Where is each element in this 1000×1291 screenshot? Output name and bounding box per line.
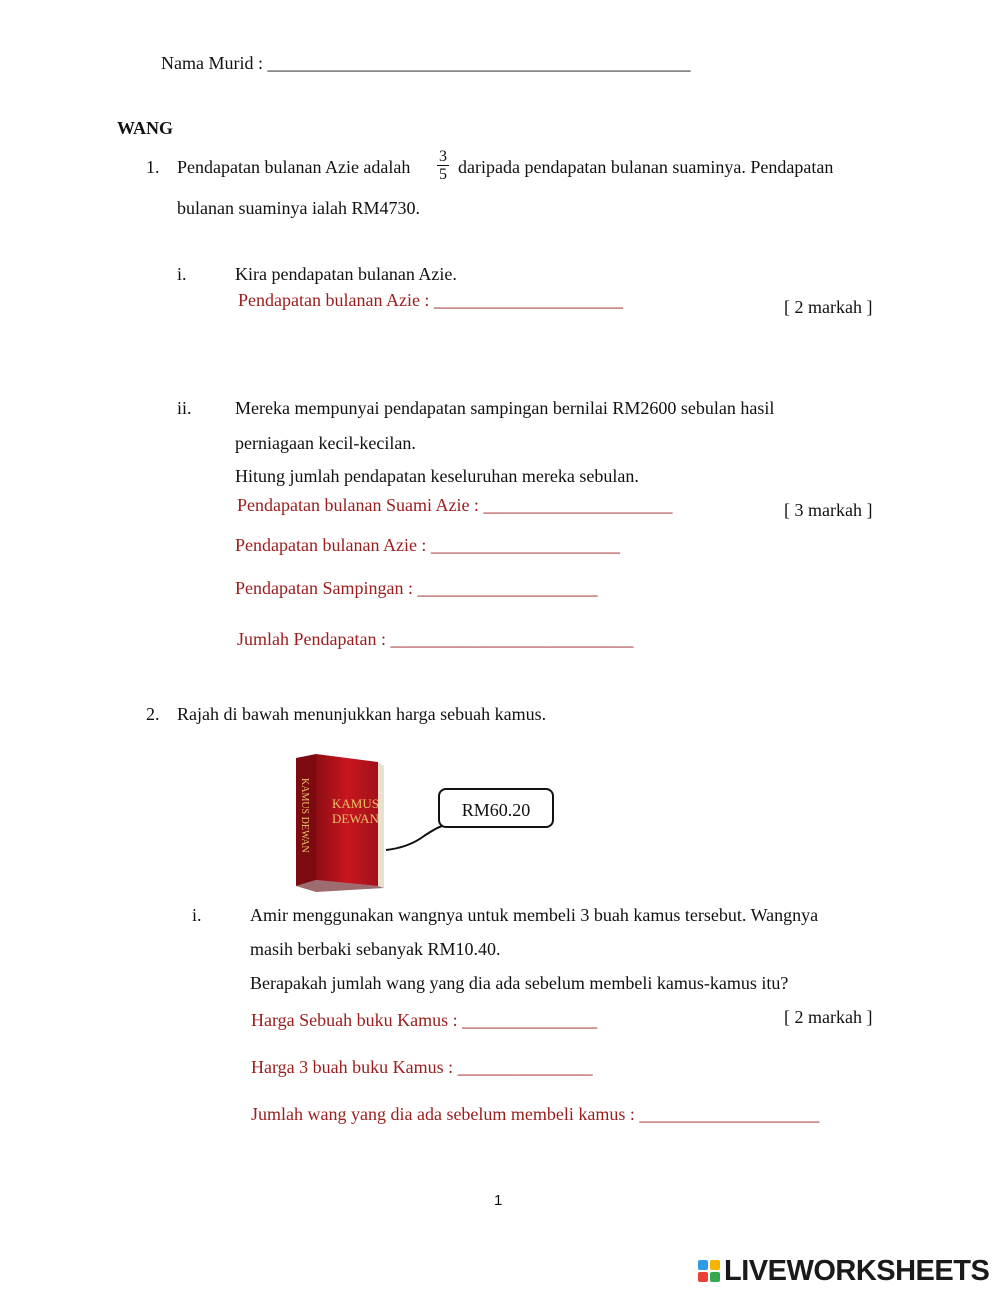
q1-ii-answer-row [235,535,620,556]
brand-text: LIVEWORKSHEETS [724,1254,990,1287]
answer-input[interactable]: _____________________ [430,535,620,555]
answer-label: Jumlah Pendapatan : [237,629,386,649]
answer-label: Pendapatan Sampingan : [235,578,413,598]
q2-i-line1: Amir menggunakan wangnya untuk membeli 3 buah kamus tersebut. Wangnya [250,905,819,925]
answer-label: Pendapatan bulanan Azie : [238,290,430,310]
q2-text: Rajah di bawah menunjukkan harga sebuah kamus. [177,704,547,724]
answer-label: Harga 3 buah buku Kamus : [251,1057,454,1077]
answer-input[interactable]: _____________________ [433,290,623,310]
q2-i-line3: Berapakah jumlah wang yang dia ada sebelum membeli kamus-kamus itu? [250,973,789,993]
answer-label: Pendapatan bulanan Azie : [235,535,427,555]
q1-ii-label: ii. [177,398,192,418]
q1-i-marks: [ 2 markah ] [784,297,873,317]
answer-label: Harga Sebuah buku Kamus : [251,1010,458,1030]
page-number: 1 [494,1192,503,1209]
q1-ii-answer-row [237,629,633,650]
book-spine-title: KAMUS DEWAN [299,778,310,853]
q1-ii-answer-row [235,578,597,599]
q1-ii-line3: Hitung jumlah pendapatan keseluruhan mereka sebulan. [235,466,639,486]
q1-fraction [437,148,449,183]
brand-block [698,1260,708,1270]
q1-ii-line1: Mereka mempunyai pendapatan sampingan bernilai RM2600 sebulan hasil [235,398,775,418]
section-title: WANG [117,118,174,138]
q2-i-marks: [ 2 markah ] [784,1007,873,1027]
q1-text-line2: bulanan suaminya ialah RM4730. [177,198,420,218]
fraction-numerator: 3 [439,148,447,165]
fraction-denominator: 5 [439,166,447,183]
q2-i-answer-row [251,1104,819,1125]
q1-i-label: i. [177,264,187,284]
student-name-label [161,53,690,74]
q1-i-text: Kira pendapatan bulanan Azie. [235,264,457,284]
q1-text-after: daripada pendapatan bulanan suaminya. Pendapatan [458,157,834,177]
answer-input[interactable]: _____________________ [483,495,673,515]
brand-block [710,1260,720,1270]
book-cover-title-2: DEWAN [332,811,379,826]
q1-ii-answer-row [237,495,672,516]
brand-block [710,1272,720,1282]
book-cover-title: KAMUS [332,796,379,811]
brand-blocks-icon [698,1260,720,1282]
answer-input[interactable]: ____________________ [417,578,598,598]
q1-ii-marks: [ 3 markah ] [784,500,873,520]
price-tag-callout: RM60.20 [438,788,554,828]
answer-label: Pendapatan bulanan Suami Azie : [237,495,479,515]
q1-text-before: Pendapatan bulanan Azie adalah [177,157,411,177]
q2-number: 2. [146,704,160,724]
answer-label: Jumlah wang yang dia ada sebelum membeli kamus : [251,1104,635,1124]
brand-block [698,1272,708,1282]
q1-ii-line2: perniagaan kecil-kecilan. [235,433,416,453]
answer-input[interactable]: ___________________________ [390,629,634,649]
q2-i-answer-row [251,1010,597,1031]
q2-i-line2: masih berbaki sebanyak RM10.40. [250,939,501,959]
liveworksheets-logo [698,1255,989,1287]
answer-input[interactable]: _______________ [462,1010,598,1030]
answer-input[interactable]: _______________ [457,1057,593,1077]
answer-input[interactable]: ____________________ [639,1104,820,1124]
student-name-input[interactable]: _______________________________________________ [267,53,691,73]
q2-i-answer-row [251,1057,593,1078]
name-label-text: Nama Murid : [161,53,263,73]
q1-number: 1. [146,157,160,177]
q2-i-label: i. [192,905,202,925]
q1-i-answer-row [238,290,623,311]
